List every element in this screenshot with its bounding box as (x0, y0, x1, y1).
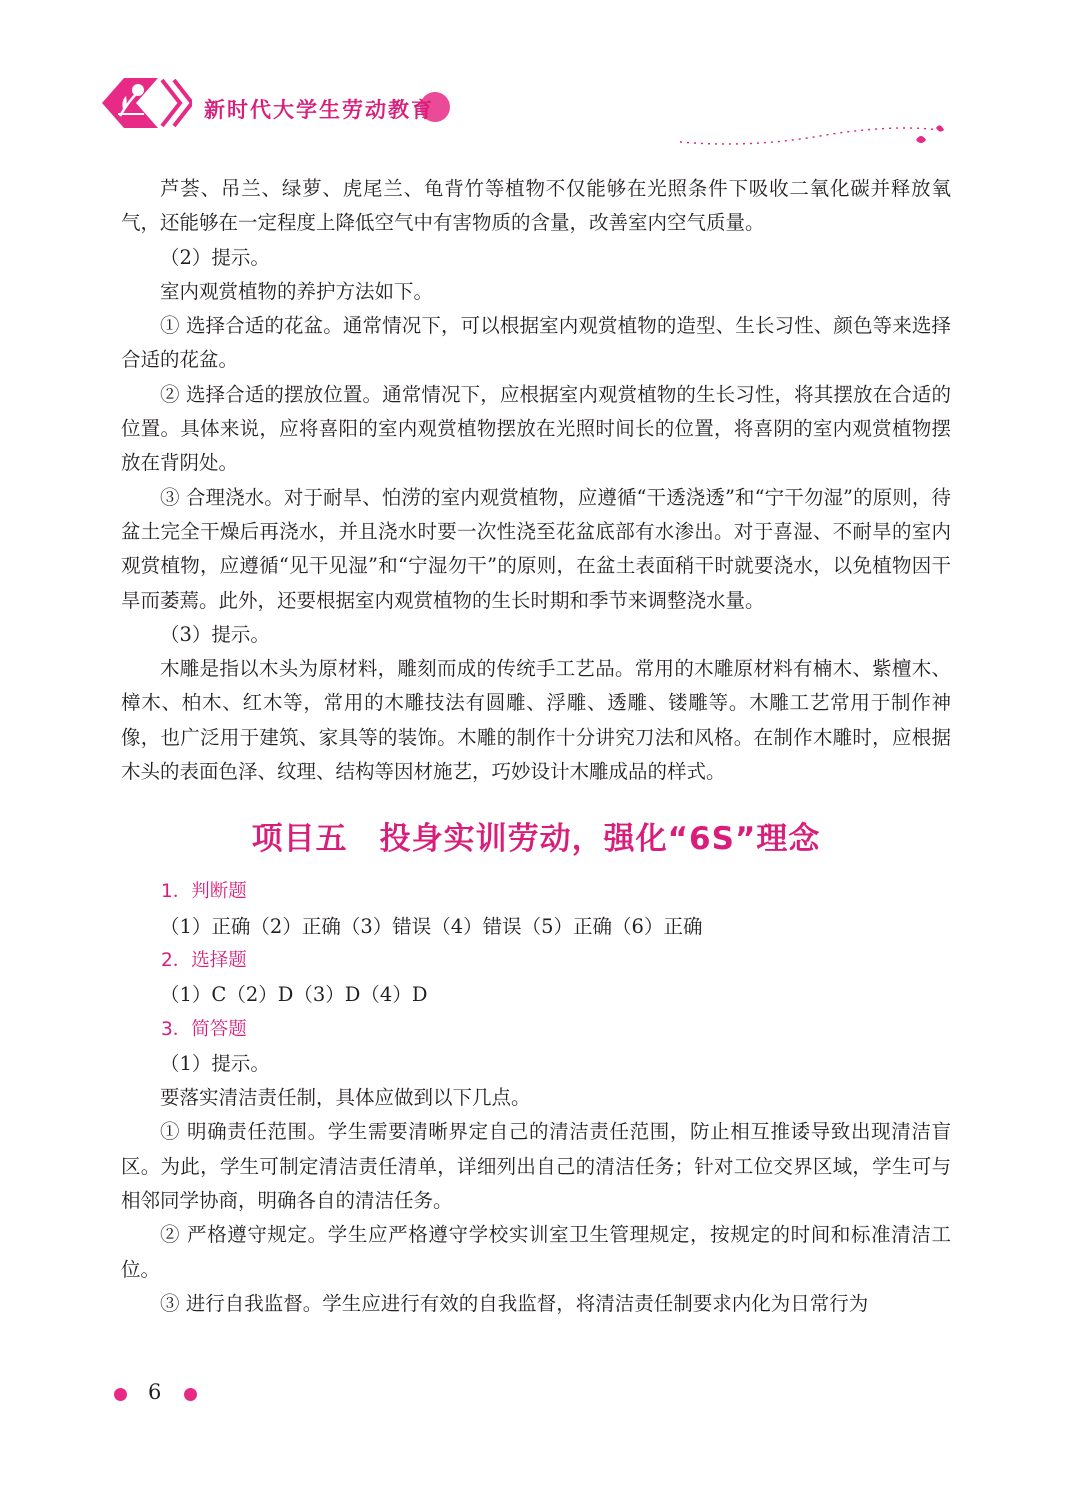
paragraph: ① 选择合适的花盆。通常情况下，可以根据室内观赏植物的造型、生长习性、颜色等来选择合适的花盆。 (121, 314, 951, 372)
paragraph: （1）C（2）D（3）D（4）D (160, 983, 428, 1007)
footer-dot-left-icon (114, 1388, 127, 1401)
question-heading: 3．简答题 (161, 1018, 247, 1040)
paragraph: ① 明确责任范围。学生需要清晰界定自己的清洁责任范围，防止相互推诿导致出现清洁盲区。为此，学生可制定清洁责任清单，详细列出自己的清洁任务；针对工位交界区域，学生可与相邻同学协商，明确各自的清洁任务。 (121, 1120, 951, 1213)
series-title: 新时代大学生劳动教育 (204, 98, 434, 122)
page-number: 6 (148, 1380, 162, 1404)
question-heading: 2．选择题 (161, 949, 247, 971)
page-content (121, 172, 951, 1321)
paragraph: （1）提示。 (160, 1051, 270, 1075)
paragraph: （3）提示。 (160, 622, 270, 646)
flower-chevron-logo-icon (100, 72, 192, 134)
paragraph: 室内观赏植物的养护方法如下。 (160, 279, 434, 303)
paragraph: ② 选择合适的摆放位置。通常情况下，应根据室内观赏植物的生长习性，将其摆放在合适的位置。具体来说，应将喜阳的室内观赏植物摆放在光照时间长的位置，将喜阴的室内观赏植物摆放在背阴处。 (121, 382, 951, 475)
paragraph: 要落实清洁责任制，具体应做到以下几点。 (160, 1086, 531, 1110)
paragraph: ② 严格遵守规定。学生应严格遵守学校实训室卫生管理规定，按规定的时间和标准清洁工位。 (121, 1223, 951, 1281)
page-header (100, 72, 960, 142)
section-title: 项目五 投身实训劳动，强化“6S”理念 (251, 821, 821, 858)
question-heading: 1．判断题 (161, 881, 247, 903)
paragraph: ③ 进行自我监督。学生应进行有效的自我监督，将清洁责任制要求内化为日常行为 (160, 1291, 869, 1315)
page-footer (114, 1380, 224, 1410)
footer-dot-right-icon (184, 1388, 197, 1401)
paragraph: 木雕是指以木头为原材料，雕刻而成的传统手工艺品。常用的木雕原材料有楠木、紫檀木、樟木、柏木、红木等，常用的木雕技法有圆雕、浮雕、透雕、镂雕等。木雕工艺常用于制作神像，也广泛用于建筑、家具等的装饰。木雕的制作十分讲究刀法和风格。在制作木雕时，应根据木头的表面色泽、纹理、结构等因材施艺，巧妙设计木雕成品的样式。 (121, 657, 951, 784)
paragraph: ③ 合理浇水。对于耐旱、怕涝的室内观赏植物，应遵循“干透浇透”和“宁干勿湿”的原则，待盆土完全干燥后再浇水，并且浇水时要一次性浇至花盆底部有水渗出。对于喜湿、不耐旱的室内观赏植物，应遵循“见干见湿”和“宁湿勿干”的原则，在盆土表面稍干时就要浇水，以免植物因干旱而萎蔫。此外，还要根据室内观赏植物的生长时期和季节来调整浇水量。 (121, 485, 951, 612)
paragraph: 芦荟、吊兰、绿萝、虎尾兰、龟背竹等植物不仅能够在光照条件下吸收二氧化碳并释放氧气，还能够在一定程度上降低空气中有害物质的含量，改善室内空气质量。 (121, 177, 951, 235)
paragraph: （2）提示。 (160, 245, 270, 269)
answer-text-top (121, 172, 951, 789)
dotted-petal-decoration-icon (680, 124, 960, 152)
paragraph: （1）正确（2）正确（3）错误（4）错误（5）正确（6）正确 (160, 914, 703, 938)
answer-text-bottom (121, 875, 951, 1321)
